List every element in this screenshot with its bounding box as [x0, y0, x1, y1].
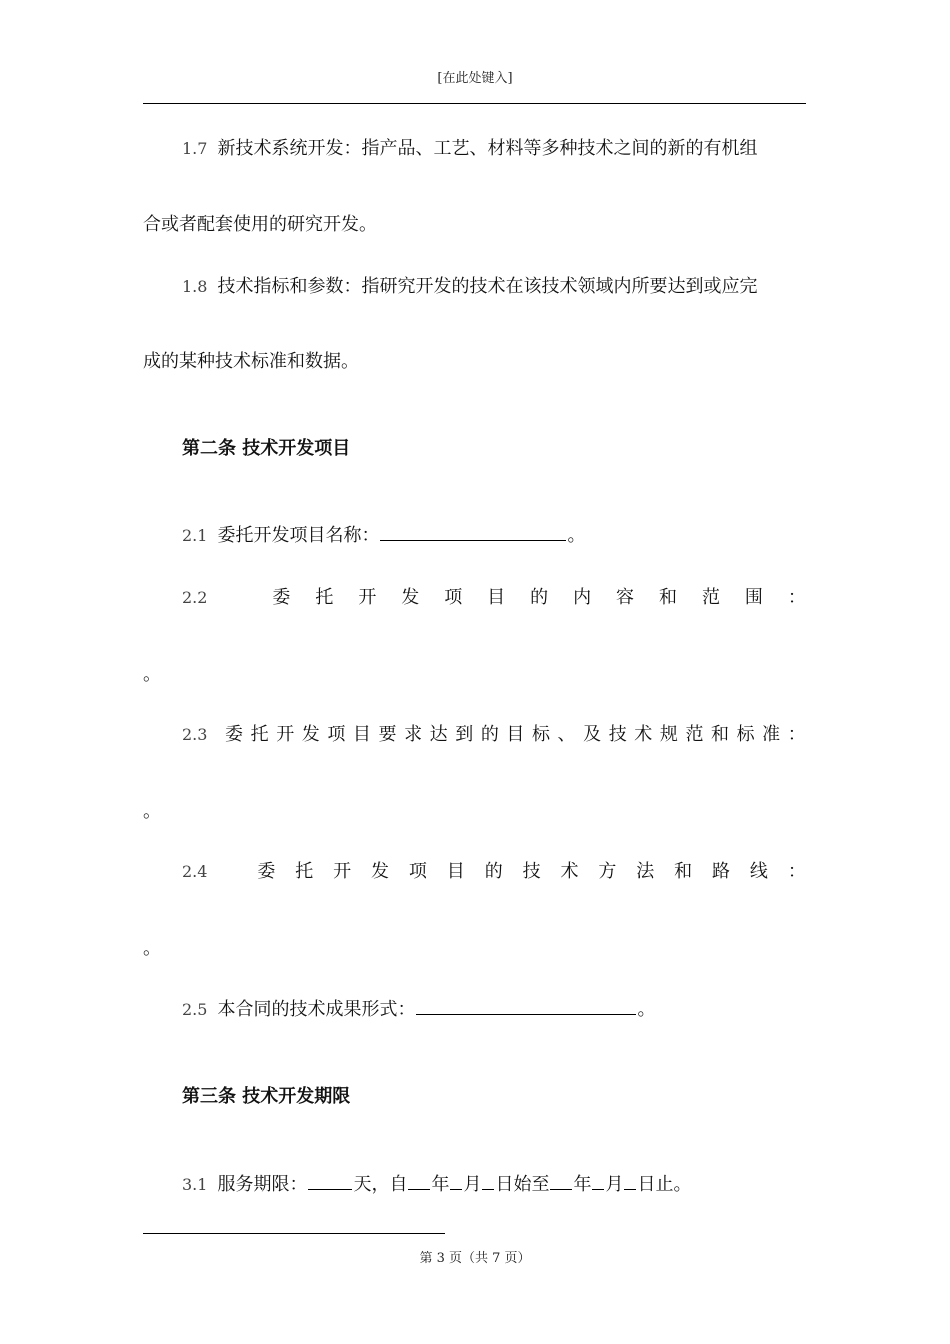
deliverable-form-blank[interactable]: [416, 1000, 636, 1015]
clause-char: 目: [487, 587, 506, 608]
header-rule: [143, 103, 806, 104]
clause-char: 路: [712, 861, 731, 882]
clause-char: 托: [295, 861, 314, 882]
clause-char: 项: [408, 861, 427, 882]
clause-text: 日止。: [637, 1174, 692, 1195]
clause-char: 发: [371, 861, 390, 882]
clause-2-3-end: 。: [143, 801, 161, 822]
clause-char: 到: [455, 724, 474, 745]
clause-char: 和: [658, 587, 677, 608]
clause-char: 目: [446, 861, 465, 882]
clause-number: 2.1: [182, 526, 208, 545]
clause-char: 标: [531, 724, 550, 745]
clause-char: 线: [749, 861, 768, 882]
clause-char: 准: [762, 724, 781, 745]
clause-text: 日始至: [495, 1174, 550, 1195]
clause-text: 月: [463, 1174, 482, 1195]
clause-char: 委: [272, 587, 291, 608]
clause-char: 和: [711, 724, 730, 745]
page-header: [在此处键入]: [437, 71, 513, 86]
clause-1-7-line1: [182, 134, 806, 160]
clause-char: 求: [404, 724, 423, 745]
clause-char: 发: [301, 724, 320, 745]
clause-char: 技: [608, 724, 627, 745]
clause-char: 目: [352, 724, 371, 745]
clause-number: 1.8: [182, 277, 208, 296]
clause-char: 术: [634, 724, 653, 745]
clause-3-1: [182, 1170, 806, 1196]
clause-text: 月: [605, 1174, 624, 1195]
clause-char: 、: [557, 724, 576, 745]
clause-char: 和: [674, 861, 693, 882]
clause-char: 项: [444, 587, 463, 608]
clause-char: ：: [787, 587, 806, 608]
clause-text: 服务期限：: [217, 1174, 308, 1195]
days-blank[interactable]: [308, 1175, 352, 1190]
clause-char: 的: [480, 724, 499, 745]
clause-2-4: [182, 857, 806, 883]
clause-char: 内: [573, 587, 592, 608]
clause-char: 范: [685, 724, 704, 745]
start-day-blank[interactable]: [482, 1175, 494, 1190]
clause-char: 托: [250, 724, 269, 745]
clause-char: 范: [701, 587, 720, 608]
clause-text: 年: [573, 1174, 592, 1195]
clause-2-1: [182, 521, 806, 547]
clause-char: 法: [636, 861, 655, 882]
clause-end: 。: [567, 525, 586, 546]
clause-char: 及: [583, 724, 602, 745]
clause-char: 围: [744, 587, 763, 608]
clause-char: 标: [736, 724, 755, 745]
clause-char: 容: [616, 587, 635, 608]
clause-number: 2.3: [182, 725, 208, 744]
clause-char: ：: [787, 724, 806, 745]
end-year-blank[interactable]: [550, 1175, 572, 1190]
article-3-title: 第三条 技术开发期限: [182, 1086, 351, 1107]
footnote-rule: [143, 1233, 445, 1234]
clause-char: 规: [659, 724, 678, 745]
clause-char: 开: [358, 587, 377, 608]
clause-text: 年: [431, 1174, 450, 1195]
clause-char: 委: [225, 724, 244, 745]
clause-number: 3.1: [182, 1175, 208, 1194]
article-2-title: 第二条 技术开发项目: [182, 438, 351, 459]
clause-char: 委: [257, 861, 276, 882]
clause-number: 2.5: [182, 1000, 208, 1019]
clause-1-8-line1: [182, 272, 806, 298]
clause-char: 达: [429, 724, 448, 745]
clause-char: 目: [506, 724, 525, 745]
start-year-blank[interactable]: [408, 1175, 430, 1190]
clause-end: 。: [637, 999, 656, 1020]
clause-char: 托: [315, 587, 334, 608]
clause-2-4-end: 。: [143, 938, 161, 959]
clause-2-2-end: 。: [143, 664, 161, 685]
clause-number: 2.4: [182, 862, 208, 881]
clause-text: 本合同的技术成果形式：: [217, 999, 416, 1020]
clause-number: 2.2: [182, 588, 208, 607]
clause-text: 委托开发项目名称：: [217, 525, 380, 546]
clause-char: 技: [522, 861, 541, 882]
clause-text: 新技术系统开发：指产品、工艺、材料等多种技术之间的新的有机组: [217, 138, 758, 159]
clause-2-3: [182, 720, 806, 746]
clause-2-2: [182, 583, 806, 609]
clause-char: 要: [378, 724, 397, 745]
end-month-blank[interactable]: [592, 1175, 604, 1190]
clause-char: ：: [787, 861, 806, 882]
clause-char: 方: [598, 861, 617, 882]
page-footer: 第 3 页（共 7 页）: [419, 1251, 531, 1266]
clause-text: 天，自: [353, 1174, 408, 1195]
clause-char: 开: [333, 861, 352, 882]
clause-2-5: [182, 995, 806, 1021]
clause-char: 的: [484, 861, 503, 882]
project-name-blank[interactable]: [380, 526, 566, 541]
clause-1-8-line2: 成的某种技术标准和数据。: [143, 351, 359, 372]
end-day-blank[interactable]: [624, 1175, 636, 1190]
clause-number: 1.7: [182, 139, 208, 158]
start-month-blank[interactable]: [450, 1175, 462, 1190]
clause-1-7-line2: 合或者配套使用的研究开发。: [143, 214, 377, 235]
clause-char: 发: [401, 587, 420, 608]
clause-char: 的: [530, 587, 549, 608]
clause-char: 开: [276, 724, 295, 745]
clause-char: 项: [327, 724, 346, 745]
clause-char: 术: [560, 861, 579, 882]
clause-text: 技术指标和参数：指研究开发的技术在该技术领域内所要达到或应完: [217, 276, 758, 297]
